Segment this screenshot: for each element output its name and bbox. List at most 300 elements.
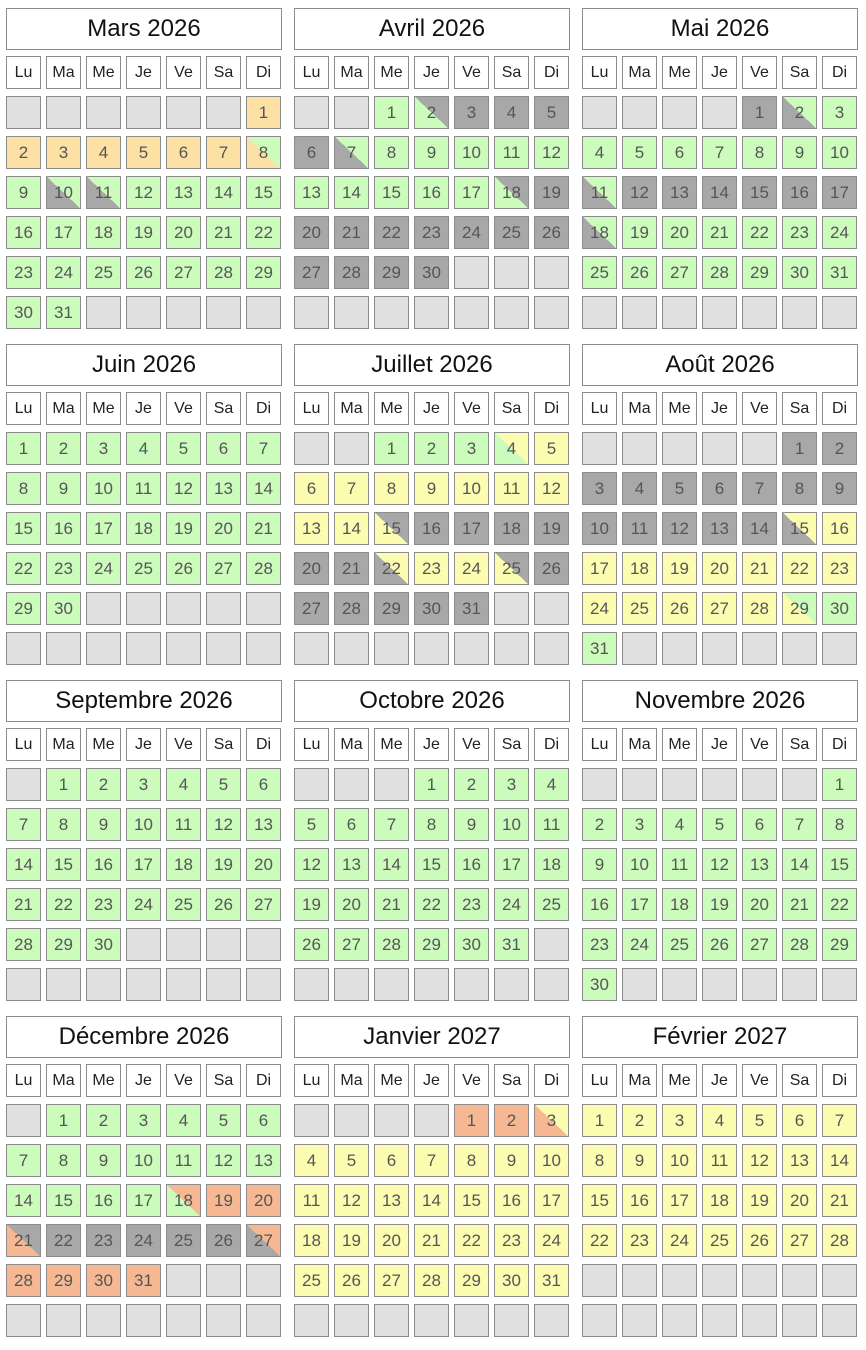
day-cell[interactable] bbox=[46, 296, 81, 329]
day-cell[interactable] bbox=[374, 552, 409, 585]
day-cell[interactable] bbox=[702, 256, 737, 289]
day-cell[interactable] bbox=[662, 848, 697, 881]
day-cell[interactable] bbox=[374, 96, 409, 129]
day-cell[interactable] bbox=[742, 848, 777, 881]
day-cell[interactable] bbox=[46, 1224, 81, 1257]
day-cell[interactable] bbox=[582, 472, 617, 505]
day-cell[interactable] bbox=[622, 1144, 657, 1177]
day-cell[interactable] bbox=[46, 176, 81, 209]
day-cell[interactable] bbox=[822, 1184, 857, 1217]
day-cell[interactable] bbox=[6, 136, 41, 169]
day-cell[interactable] bbox=[374, 472, 409, 505]
day-cell[interactable] bbox=[246, 96, 281, 129]
day-cell[interactable] bbox=[662, 176, 697, 209]
day-cell[interactable] bbox=[534, 432, 569, 465]
day-cell[interactable] bbox=[582, 176, 617, 209]
day-cell[interactable] bbox=[494, 848, 529, 881]
day-cell[interactable] bbox=[246, 256, 281, 289]
day-cell[interactable] bbox=[662, 1184, 697, 1217]
day-cell[interactable] bbox=[822, 472, 857, 505]
day-cell[interactable] bbox=[454, 472, 489, 505]
day-cell[interactable] bbox=[662, 592, 697, 625]
day-cell[interactable] bbox=[534, 512, 569, 545]
day-cell[interactable] bbox=[534, 1264, 569, 1297]
day-cell[interactable] bbox=[86, 1104, 121, 1137]
day-cell[interactable] bbox=[534, 1184, 569, 1217]
day-cell[interactable] bbox=[494, 96, 529, 129]
day-cell[interactable] bbox=[294, 1264, 329, 1297]
day-cell[interactable] bbox=[126, 512, 161, 545]
day-cell[interactable] bbox=[414, 768, 449, 801]
day-cell[interactable] bbox=[622, 928, 657, 961]
day-cell[interactable] bbox=[294, 928, 329, 961]
day-cell[interactable] bbox=[294, 1144, 329, 1177]
day-cell[interactable] bbox=[662, 136, 697, 169]
day-cell[interactable] bbox=[742, 1104, 777, 1137]
day-cell[interactable] bbox=[702, 136, 737, 169]
day-cell[interactable] bbox=[206, 256, 241, 289]
day-cell[interactable] bbox=[86, 136, 121, 169]
day-cell[interactable] bbox=[534, 176, 569, 209]
day-cell[interactable] bbox=[534, 552, 569, 585]
day-cell[interactable] bbox=[622, 136, 657, 169]
day-cell[interactable] bbox=[622, 888, 657, 921]
day-cell[interactable] bbox=[126, 432, 161, 465]
day-cell[interactable] bbox=[86, 552, 121, 585]
day-cell[interactable] bbox=[822, 136, 857, 169]
day-cell[interactable] bbox=[534, 848, 569, 881]
day-cell[interactable] bbox=[662, 808, 697, 841]
day-cell[interactable] bbox=[534, 808, 569, 841]
day-cell[interactable] bbox=[582, 632, 617, 665]
day-cell[interactable] bbox=[662, 256, 697, 289]
day-cell[interactable] bbox=[782, 256, 817, 289]
day-cell[interactable] bbox=[126, 472, 161, 505]
day-cell[interactable] bbox=[414, 928, 449, 961]
day-cell[interactable] bbox=[702, 592, 737, 625]
day-cell[interactable] bbox=[822, 888, 857, 921]
day-cell[interactable] bbox=[334, 592, 369, 625]
day-cell[interactable] bbox=[206, 768, 241, 801]
day-cell[interactable] bbox=[246, 216, 281, 249]
day-cell[interactable] bbox=[662, 472, 697, 505]
day-cell[interactable] bbox=[534, 1224, 569, 1257]
day-cell[interactable] bbox=[702, 928, 737, 961]
day-cell[interactable] bbox=[582, 928, 617, 961]
day-cell[interactable] bbox=[662, 928, 697, 961]
day-cell[interactable] bbox=[126, 256, 161, 289]
day-cell[interactable] bbox=[6, 808, 41, 841]
day-cell[interactable] bbox=[374, 928, 409, 961]
day-cell[interactable] bbox=[46, 848, 81, 881]
day-cell[interactable] bbox=[494, 552, 529, 585]
day-cell[interactable] bbox=[294, 512, 329, 545]
day-cell[interactable] bbox=[126, 888, 161, 921]
day-cell[interactable] bbox=[622, 848, 657, 881]
day-cell[interactable] bbox=[206, 1224, 241, 1257]
day-cell[interactable] bbox=[86, 1264, 121, 1297]
day-cell[interactable] bbox=[374, 256, 409, 289]
day-cell[interactable] bbox=[782, 472, 817, 505]
day-cell[interactable] bbox=[622, 176, 657, 209]
day-cell[interactable] bbox=[822, 216, 857, 249]
day-cell[interactable] bbox=[86, 512, 121, 545]
day-cell[interactable] bbox=[782, 552, 817, 585]
day-cell[interactable] bbox=[822, 928, 857, 961]
day-cell[interactable] bbox=[46, 1264, 81, 1297]
day-cell[interactable] bbox=[294, 176, 329, 209]
day-cell[interactable] bbox=[334, 136, 369, 169]
day-cell[interactable] bbox=[494, 1144, 529, 1177]
day-cell[interactable] bbox=[6, 888, 41, 921]
day-cell[interactable] bbox=[622, 808, 657, 841]
day-cell[interactable] bbox=[246, 432, 281, 465]
day-cell[interactable] bbox=[6, 512, 41, 545]
day-cell[interactable] bbox=[454, 928, 489, 961]
day-cell[interactable] bbox=[782, 1104, 817, 1137]
day-cell[interactable] bbox=[662, 552, 697, 585]
day-cell[interactable] bbox=[166, 176, 201, 209]
day-cell[interactable] bbox=[374, 512, 409, 545]
day-cell[interactable] bbox=[166, 888, 201, 921]
day-cell[interactable] bbox=[494, 928, 529, 961]
day-cell[interactable] bbox=[294, 808, 329, 841]
day-cell[interactable] bbox=[742, 176, 777, 209]
day-cell[interactable] bbox=[702, 848, 737, 881]
day-cell[interactable] bbox=[206, 1184, 241, 1217]
day-cell[interactable] bbox=[206, 552, 241, 585]
day-cell[interactable] bbox=[742, 888, 777, 921]
day-cell[interactable] bbox=[126, 1224, 161, 1257]
day-cell[interactable] bbox=[294, 888, 329, 921]
day-cell[interactable] bbox=[454, 512, 489, 545]
day-cell[interactable] bbox=[86, 176, 121, 209]
day-cell[interactable] bbox=[46, 1104, 81, 1137]
day-cell[interactable] bbox=[662, 216, 697, 249]
day-cell[interactable] bbox=[494, 1264, 529, 1297]
day-cell[interactable] bbox=[662, 1224, 697, 1257]
day-cell[interactable] bbox=[374, 808, 409, 841]
day-cell[interactable] bbox=[246, 888, 281, 921]
day-cell[interactable] bbox=[126, 848, 161, 881]
day-cell[interactable] bbox=[454, 1264, 489, 1297]
day-cell[interactable] bbox=[782, 808, 817, 841]
day-cell[interactable] bbox=[294, 256, 329, 289]
day-cell[interactable] bbox=[622, 256, 657, 289]
day-cell[interactable] bbox=[742, 808, 777, 841]
day-cell[interactable] bbox=[206, 512, 241, 545]
day-cell[interactable] bbox=[822, 1104, 857, 1137]
day-cell[interactable] bbox=[702, 1104, 737, 1137]
day-cell[interactable] bbox=[822, 256, 857, 289]
day-cell[interactable] bbox=[494, 1104, 529, 1137]
day-cell[interactable] bbox=[246, 808, 281, 841]
day-cell[interactable] bbox=[166, 848, 201, 881]
day-cell[interactable] bbox=[494, 472, 529, 505]
day-cell[interactable] bbox=[822, 176, 857, 209]
day-cell[interactable] bbox=[46, 512, 81, 545]
day-cell[interactable] bbox=[206, 1104, 241, 1137]
day-cell[interactable] bbox=[702, 808, 737, 841]
day-cell[interactable] bbox=[454, 176, 489, 209]
day-cell[interactable] bbox=[206, 848, 241, 881]
day-cell[interactable] bbox=[582, 1104, 617, 1137]
day-cell[interactable] bbox=[782, 1144, 817, 1177]
day-cell[interactable] bbox=[414, 512, 449, 545]
day-cell[interactable] bbox=[246, 176, 281, 209]
day-cell[interactable] bbox=[782, 888, 817, 921]
day-cell[interactable] bbox=[374, 848, 409, 881]
day-cell[interactable] bbox=[622, 1104, 657, 1137]
day-cell[interactable] bbox=[166, 1144, 201, 1177]
day-cell[interactable] bbox=[582, 1184, 617, 1217]
day-cell[interactable] bbox=[782, 848, 817, 881]
day-cell[interactable] bbox=[662, 888, 697, 921]
day-cell[interactable] bbox=[822, 808, 857, 841]
day-cell[interactable] bbox=[246, 1184, 281, 1217]
day-cell[interactable] bbox=[166, 1104, 201, 1137]
day-cell[interactable] bbox=[166, 768, 201, 801]
day-cell[interactable] bbox=[294, 136, 329, 169]
day-cell[interactable] bbox=[662, 1144, 697, 1177]
day-cell[interactable] bbox=[334, 1144, 369, 1177]
day-cell[interactable] bbox=[702, 1224, 737, 1257]
day-cell[interactable] bbox=[126, 136, 161, 169]
day-cell[interactable] bbox=[822, 1224, 857, 1257]
day-cell[interactable] bbox=[246, 848, 281, 881]
day-cell[interactable] bbox=[6, 296, 41, 329]
day-cell[interactable] bbox=[454, 216, 489, 249]
day-cell[interactable] bbox=[334, 1264, 369, 1297]
day-cell[interactable] bbox=[702, 1184, 737, 1217]
day-cell[interactable] bbox=[126, 808, 161, 841]
day-cell[interactable] bbox=[782, 1224, 817, 1257]
day-cell[interactable] bbox=[822, 96, 857, 129]
day-cell[interactable] bbox=[6, 176, 41, 209]
day-cell[interactable] bbox=[742, 552, 777, 585]
day-cell[interactable] bbox=[414, 432, 449, 465]
day-cell[interactable] bbox=[86, 216, 121, 249]
day-cell[interactable] bbox=[374, 216, 409, 249]
day-cell[interactable] bbox=[582, 848, 617, 881]
day-cell[interactable] bbox=[782, 928, 817, 961]
day-cell[interactable] bbox=[6, 848, 41, 881]
day-cell[interactable] bbox=[334, 176, 369, 209]
day-cell[interactable] bbox=[46, 1144, 81, 1177]
day-cell[interactable] bbox=[6, 592, 41, 625]
day-cell[interactable] bbox=[782, 216, 817, 249]
day-cell[interactable] bbox=[126, 1144, 161, 1177]
day-cell[interactable] bbox=[166, 256, 201, 289]
day-cell[interactable] bbox=[822, 768, 857, 801]
day-cell[interactable] bbox=[46, 432, 81, 465]
day-cell[interactable] bbox=[126, 176, 161, 209]
day-cell[interactable] bbox=[206, 216, 241, 249]
day-cell[interactable] bbox=[86, 928, 121, 961]
day-cell[interactable] bbox=[782, 1184, 817, 1217]
day-cell[interactable] bbox=[246, 136, 281, 169]
day-cell[interactable] bbox=[374, 1224, 409, 1257]
day-cell[interactable] bbox=[334, 1184, 369, 1217]
day-cell[interactable] bbox=[782, 176, 817, 209]
day-cell[interactable] bbox=[582, 1224, 617, 1257]
day-cell[interactable] bbox=[246, 472, 281, 505]
day-cell[interactable] bbox=[622, 216, 657, 249]
day-cell[interactable] bbox=[6, 1224, 41, 1257]
day-cell[interactable] bbox=[622, 512, 657, 545]
day-cell[interactable] bbox=[454, 96, 489, 129]
day-cell[interactable] bbox=[46, 216, 81, 249]
day-cell[interactable] bbox=[6, 928, 41, 961]
day-cell[interactable] bbox=[742, 136, 777, 169]
day-cell[interactable] bbox=[166, 136, 201, 169]
day-cell[interactable] bbox=[662, 512, 697, 545]
day-cell[interactable] bbox=[46, 136, 81, 169]
day-cell[interactable] bbox=[86, 1224, 121, 1257]
day-cell[interactable] bbox=[294, 472, 329, 505]
day-cell[interactable] bbox=[246, 1144, 281, 1177]
day-cell[interactable] bbox=[822, 592, 857, 625]
day-cell[interactable] bbox=[206, 432, 241, 465]
day-cell[interactable] bbox=[414, 256, 449, 289]
day-cell[interactable] bbox=[414, 592, 449, 625]
day-cell[interactable] bbox=[582, 136, 617, 169]
day-cell[interactable] bbox=[166, 1184, 201, 1217]
day-cell[interactable] bbox=[46, 1184, 81, 1217]
day-cell[interactable] bbox=[782, 432, 817, 465]
day-cell[interactable] bbox=[166, 216, 201, 249]
day-cell[interactable] bbox=[534, 96, 569, 129]
day-cell[interactable] bbox=[46, 768, 81, 801]
day-cell[interactable] bbox=[414, 888, 449, 921]
day-cell[interactable] bbox=[454, 1144, 489, 1177]
day-cell[interactable] bbox=[494, 1184, 529, 1217]
day-cell[interactable] bbox=[822, 552, 857, 585]
day-cell[interactable] bbox=[494, 136, 529, 169]
day-cell[interactable] bbox=[334, 256, 369, 289]
day-cell[interactable] bbox=[246, 768, 281, 801]
day-cell[interactable] bbox=[334, 848, 369, 881]
day-cell[interactable] bbox=[86, 256, 121, 289]
day-cell[interactable] bbox=[662, 1104, 697, 1137]
day-cell[interactable] bbox=[6, 472, 41, 505]
day-cell[interactable] bbox=[414, 552, 449, 585]
day-cell[interactable] bbox=[582, 1144, 617, 1177]
day-cell[interactable] bbox=[742, 928, 777, 961]
day-cell[interactable] bbox=[582, 968, 617, 1001]
day-cell[interactable] bbox=[414, 1224, 449, 1257]
day-cell[interactable] bbox=[334, 216, 369, 249]
day-cell[interactable] bbox=[6, 256, 41, 289]
day-cell[interactable] bbox=[702, 512, 737, 545]
day-cell[interactable] bbox=[494, 176, 529, 209]
day-cell[interactable] bbox=[86, 808, 121, 841]
day-cell[interactable] bbox=[46, 928, 81, 961]
day-cell[interactable] bbox=[6, 552, 41, 585]
day-cell[interactable] bbox=[782, 136, 817, 169]
day-cell[interactable] bbox=[6, 1184, 41, 1217]
day-cell[interactable] bbox=[334, 928, 369, 961]
day-cell[interactable] bbox=[294, 1184, 329, 1217]
day-cell[interactable] bbox=[454, 432, 489, 465]
day-cell[interactable] bbox=[742, 1144, 777, 1177]
day-cell[interactable] bbox=[166, 808, 201, 841]
day-cell[interactable] bbox=[294, 848, 329, 881]
day-cell[interactable] bbox=[334, 1224, 369, 1257]
day-cell[interactable] bbox=[742, 1224, 777, 1257]
day-cell[interactable] bbox=[86, 888, 121, 921]
day-cell[interactable] bbox=[702, 176, 737, 209]
day-cell[interactable] bbox=[374, 432, 409, 465]
day-cell[interactable] bbox=[86, 848, 121, 881]
day-cell[interactable] bbox=[414, 472, 449, 505]
day-cell[interactable] bbox=[822, 1144, 857, 1177]
day-cell[interactable] bbox=[166, 1224, 201, 1257]
day-cell[interactable] bbox=[206, 1144, 241, 1177]
day-cell[interactable] bbox=[46, 472, 81, 505]
day-cell[interactable] bbox=[454, 136, 489, 169]
day-cell[interactable] bbox=[414, 1264, 449, 1297]
day-cell[interactable] bbox=[246, 1104, 281, 1137]
day-cell[interactable] bbox=[374, 888, 409, 921]
day-cell[interactable] bbox=[334, 808, 369, 841]
day-cell[interactable] bbox=[742, 216, 777, 249]
day-cell[interactable] bbox=[742, 1184, 777, 1217]
day-cell[interactable] bbox=[86, 768, 121, 801]
day-cell[interactable] bbox=[246, 512, 281, 545]
day-cell[interactable] bbox=[414, 136, 449, 169]
day-cell[interactable] bbox=[622, 592, 657, 625]
day-cell[interactable] bbox=[374, 592, 409, 625]
day-cell[interactable] bbox=[582, 216, 617, 249]
day-cell[interactable] bbox=[582, 512, 617, 545]
day-cell[interactable] bbox=[742, 592, 777, 625]
day-cell[interactable] bbox=[534, 472, 569, 505]
day-cell[interactable] bbox=[46, 256, 81, 289]
day-cell[interactable] bbox=[742, 96, 777, 129]
day-cell[interactable] bbox=[246, 1224, 281, 1257]
day-cell[interactable] bbox=[582, 888, 617, 921]
day-cell[interactable] bbox=[46, 592, 81, 625]
day-cell[interactable] bbox=[822, 848, 857, 881]
day-cell[interactable] bbox=[454, 1224, 489, 1257]
day-cell[interactable] bbox=[782, 592, 817, 625]
day-cell[interactable] bbox=[494, 888, 529, 921]
day-cell[interactable] bbox=[534, 888, 569, 921]
day-cell[interactable] bbox=[374, 1144, 409, 1177]
day-cell[interactable] bbox=[6, 1144, 41, 1177]
day-cell[interactable] bbox=[86, 472, 121, 505]
day-cell[interactable] bbox=[294, 216, 329, 249]
day-cell[interactable] bbox=[294, 592, 329, 625]
day-cell[interactable] bbox=[206, 136, 241, 169]
day-cell[interactable] bbox=[494, 1224, 529, 1257]
day-cell[interactable] bbox=[46, 888, 81, 921]
day-cell[interactable] bbox=[86, 432, 121, 465]
day-cell[interactable] bbox=[126, 1264, 161, 1297]
day-cell[interactable] bbox=[702, 888, 737, 921]
day-cell[interactable] bbox=[702, 216, 737, 249]
day-cell[interactable] bbox=[334, 512, 369, 545]
day-cell[interactable] bbox=[534, 768, 569, 801]
day-cell[interactable] bbox=[702, 552, 737, 585]
day-cell[interactable] bbox=[126, 552, 161, 585]
day-cell[interactable] bbox=[414, 216, 449, 249]
day-cell[interactable] bbox=[334, 552, 369, 585]
day-cell[interactable] bbox=[494, 512, 529, 545]
day-cell[interactable] bbox=[414, 96, 449, 129]
day-cell[interactable] bbox=[6, 432, 41, 465]
